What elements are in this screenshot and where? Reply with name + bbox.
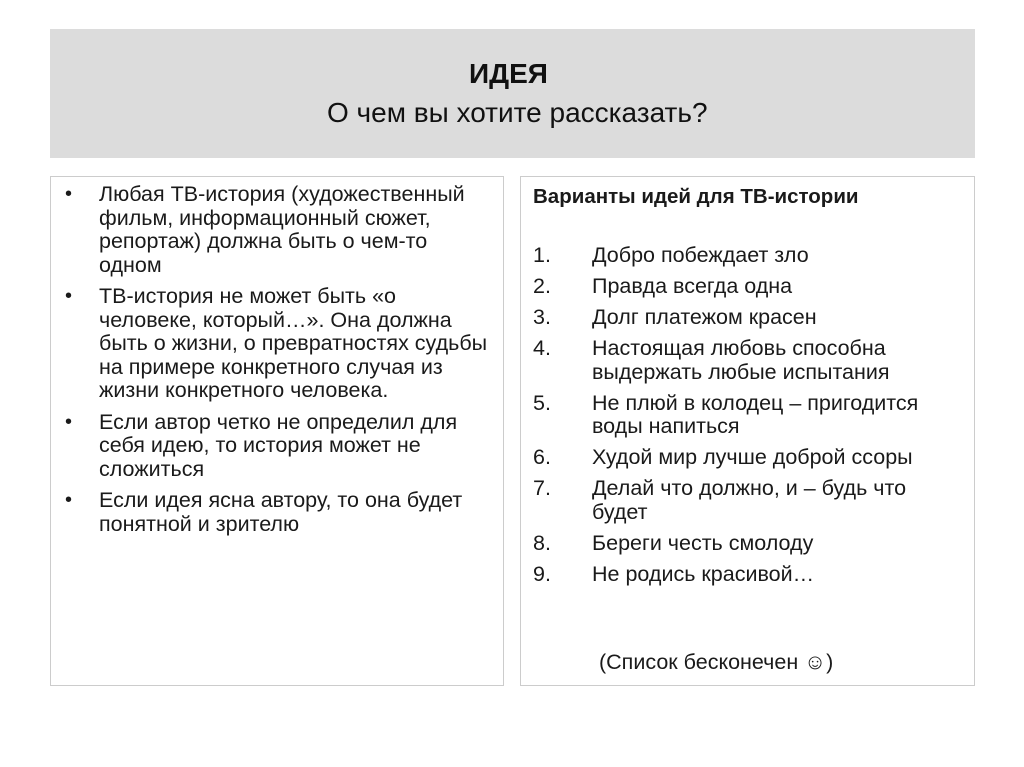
idea-number: 3. [533, 305, 551, 329]
idea-text: Худой мир лучше доброй ссоры [592, 445, 913, 469]
ideas-list [521, 244, 961, 594]
idea-item [521, 446, 961, 470]
bullet-icon: • [65, 285, 73, 307]
idea-text: Правда всегда одна [592, 274, 793, 298]
idea-number: 7. [533, 476, 551, 500]
idea-number: 2. [533, 274, 551, 298]
idea-text: Не плюй в колодец – пригодится воды напиться [592, 390, 919, 438]
idea-item [521, 532, 961, 556]
idea-item [521, 306, 961, 330]
bullet-text: ТВ-история не может быть «о человеке, который…». Она должна быть о жизни, о превратностях судьбы на примере конкретного случая из жизни конкретного человека. [99, 284, 488, 402]
slide-subtitle: О чем вы хотите рассказать? [327, 97, 708, 128]
bullet-icon: • [65, 410, 73, 433]
bullet-item [51, 411, 491, 482]
bullet-item [51, 489, 491, 536]
idea-number: 4. [533, 336, 551, 360]
idea-number: 1. [533, 243, 551, 267]
bullet-text: Любая ТВ-история (художественный фильм, информационный сюжет, репортаж) должна быть о чем-то одном [99, 182, 465, 277]
idea-item [521, 392, 961, 439]
bullet-item [51, 285, 491, 403]
idea-text: Долг платежом красен [592, 305, 817, 329]
idea-number: 9. [533, 561, 551, 586]
idea-item [521, 244, 961, 268]
bullet-item [51, 183, 491, 277]
idea-item [521, 477, 961, 524]
idea-text: Делай что должно, и – будь что будет [592, 476, 907, 524]
bullet-text: Если автор четко не определил для себя идею, то история может не сложиться [99, 409, 458, 481]
idea-text: Береги честь смолоду [592, 530, 814, 555]
idea-item [521, 337, 961, 384]
list-note: (Список бесконечен ☺) [599, 650, 834, 674]
slide-title: ИДЕЯ [469, 58, 548, 89]
bullet-icon: • [65, 183, 73, 205]
idea-number: 5. [533, 390, 551, 415]
bullet-list [51, 183, 491, 544]
bullet-text: Если идея ясна автору, то она будет понятной и зрителю [99, 488, 463, 536]
idea-text: Не родись красивой… [592, 561, 815, 586]
right-text-panel [520, 176, 975, 686]
idea-text: Настоящая любовь способна выдержать любые испытания [592, 336, 890, 384]
idea-text: Добро побеждает зло [592, 243, 809, 267]
ideas-heading: Варианты идей для ТВ-истории [533, 185, 859, 208]
idea-item [521, 563, 961, 587]
idea-number: 8. [533, 530, 551, 555]
idea-item [521, 275, 961, 299]
idea-number: 6. [533, 445, 551, 469]
title-banner [50, 29, 975, 158]
left-text-panel [50, 176, 504, 686]
bullet-icon: • [65, 489, 73, 511]
